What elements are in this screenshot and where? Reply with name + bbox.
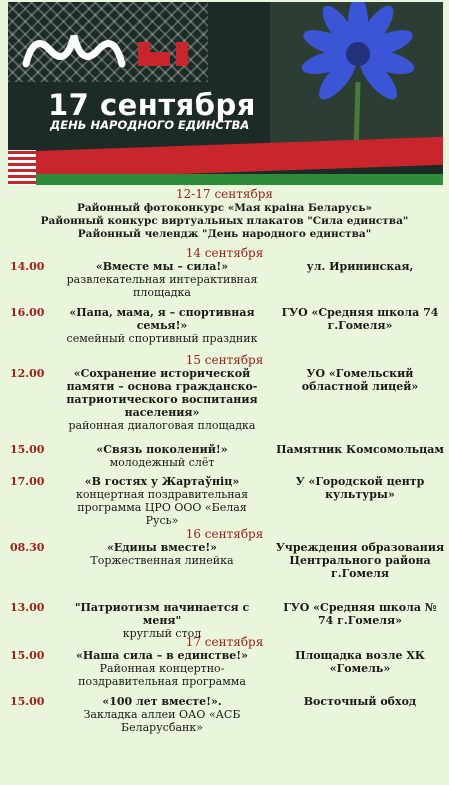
banner-subtitle: ДЕНЬ НАРОДНОГО ЕДИНСТВА <box>50 118 250 132</box>
event-desc: концертная поздравительная программа ЦРО ООО «Белая Русь» <box>75 488 249 527</box>
event-time: 14.00 <box>10 260 45 273</box>
event-info <box>62 443 262 469</box>
event-time: 15.00 <box>10 443 45 456</box>
my-logo-icon <box>16 24 216 76</box>
event-row <box>0 541 449 601</box>
cornflower-icon <box>270 2 443 152</box>
banner-image <box>8 2 443 185</box>
event-place: Памятник Комсомольцам <box>276 443 444 456</box>
event-place: Восточный обход <box>303 695 417 708</box>
event-title: "Патриотизм начинается с меня" <box>74 601 250 627</box>
banner-date-title: 17 сентября <box>48 88 256 122</box>
day-date: 14 сентября <box>185 246 264 260</box>
event-time: 16.00 <box>10 306 45 319</box>
event-place: У «Городской центр культуры» <box>295 475 425 501</box>
event-info <box>62 649 262 688</box>
intro-line: Районный челендж "День народного единства" <box>77 228 372 240</box>
event-info <box>62 475 262 527</box>
event-row <box>0 443 449 475</box>
intro-line: Районный фотоконкурс «Мая краіна Беларусь» <box>76 202 373 214</box>
event-row <box>0 306 449 353</box>
event-info <box>62 541 262 567</box>
event-info <box>62 695 262 734</box>
event-place: ул. Ирининская, <box>306 260 414 273</box>
event-time: 12.00 <box>10 367 45 380</box>
event-info <box>62 601 262 640</box>
event-row <box>0 649 449 695</box>
event-time: 17.00 <box>10 475 45 488</box>
event-desc: молодежный слёт <box>109 456 215 469</box>
event-time: 15.00 <box>10 695 45 708</box>
event-title: «100 лет вместе!». <box>102 695 222 708</box>
intro-line: Районный конкурс виртуальных плакатов "Сила единства" <box>40 215 409 227</box>
day-date: 17 сентября <box>185 635 264 649</box>
event-desc: развлекательная интерактивная площадка <box>66 273 258 299</box>
event-row <box>0 601 449 640</box>
event-title: «Сохранение исторической памяти – основа гражданско-патриотического воспитания населения» <box>66 367 258 419</box>
event-place: ГУО «Средняя школа № 74 г.Гомеля» <box>283 601 437 627</box>
event-title: «В гостях у Жартаўнiц» <box>84 475 240 488</box>
event-info <box>62 367 262 432</box>
day-date: 16 сентября <box>185 527 264 541</box>
event-place: Учреждения образования Центрального района г.Гомеля <box>275 541 445 580</box>
event-place: ГУО «Средняя школа 74 г.Гомеля» <box>281 306 439 332</box>
event-desc: семейный спортивный праздник <box>66 332 258 345</box>
event-desc: Торжественная линейка <box>90 554 234 567</box>
event-desc: Закладка аллеи ОАО «АСБ Беларусбанк» <box>83 708 241 734</box>
event-row <box>0 475 449 527</box>
event-time: 08.30 <box>10 541 45 554</box>
day-date: 15 сентября <box>185 353 264 367</box>
event-time: 13.00 <box>10 601 45 614</box>
event-info <box>62 260 262 299</box>
event-place: Площадка возле ХК «Гомель» <box>295 649 425 675</box>
flag-green-stripe <box>8 174 443 185</box>
event-row <box>0 695 449 735</box>
event-desc: Районная концертно-поздравительная программа <box>78 662 246 688</box>
event-desc: районная диалоговая площадка <box>68 419 256 432</box>
flag-ornament <box>8 150 36 185</box>
event-title: «Связь поколений!» <box>96 443 228 456</box>
event-title: «Папа, мама, я – спортивная семья!» <box>69 306 255 332</box>
event-title: «Наша сила – в единстве!» <box>76 649 248 662</box>
schedule <box>0 186 449 735</box>
event-row <box>0 260 449 306</box>
event-time: 15.00 <box>10 649 45 662</box>
event-title: «Едины вместе!» <box>106 541 218 554</box>
event-info <box>62 306 262 345</box>
event-title: «Вместе мы – сила!» <box>95 260 229 273</box>
event-row <box>0 367 449 443</box>
event-place: УО «Гомельский областной лицей» <box>301 367 419 393</box>
event-desc: круглый стол <box>122 627 202 640</box>
intro-date: 12-17 сентября <box>176 187 273 201</box>
